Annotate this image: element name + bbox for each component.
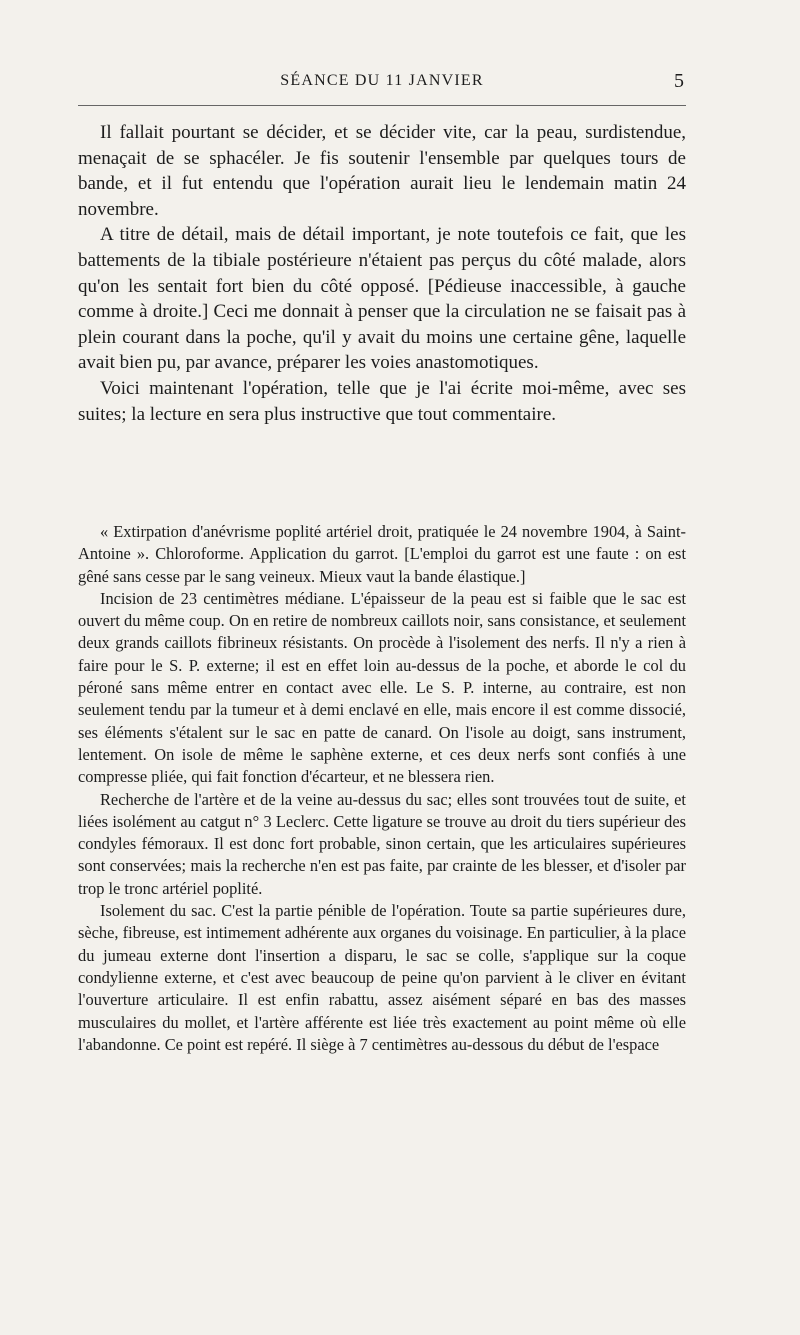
page-number: 5 [674,70,684,92]
paragraph: Il fallait pourtant se décider, et se décider vite, car la peau, surdistendue, menaçait de se sphacéler. Je fis soutenir l'ensemble par quelques tours de bande, et il fut entendu que l'opération aurait lieu le lendemain matin 24 novembre. [78,122,686,220]
quote-paragraph: Isolement du sac. C'est la partie pénible de l'opération. Toute sa partie supérieures dure, sèche, fibreuse, est intimement adhérente aux organes du voisinage. En particulier, à la place du jumeau externe dont l'insertion a disparu, le sac se colle, s'applique sur la coque condylienne externe, et c'est avec beaucoup de peine qu'on parvient à le cliver en évitant l'ouverture articulaire. Il est enfin rabattu, assez aisément séparé en bas des masses musculaires du mollet, et l'artère afférente est liée très exactement au point même où elle l'abandonne. Ce point est repéré. Il siège à 7 centimètres au-dessous du début de l'espace [78,901,686,1054]
paragraph: Voici maintenant l'opération, telle que je l'ai écrite moi-même, avec ses suites; la lecture en sera plus instructive que tout commentaire. [78,377,686,425]
quoted-operation-report [78,521,686,1056]
quote-paragraph: « Extirpation d'anévrisme poplité artériel droit, pratiquée le 24 novembre 1904, à Saint-Antoine ». Chloroforme. Application du garrot. [L'emploi du garrot est une faute : on est gêné sans cesse par le sang veineux. Mieux vaut la bande élastique.] [78,522,686,586]
quote-paragraph: Incision de 23 centimètres médiane. L'épaisseur de la peau est si faible que le sac est ouvert du même coup. On en retire de nombreux caillots noir, sans consistance, et seulement deux grands caillots fibrineux résistants. On procède à l'isolement des nerfs. Il n'y a rien à faire pour le S. P. externe; il est en effet loin au-dessus de la poche, et aborde le col du péroné sans même entrer en contact avec elle. Le S. P. interne, au contraire, est non seulement tendu par la tumeur et à demi enclavé en elle, mais encore il est comme dissocié, ses éléments s'étalent sur le sac en patte de canard. On l'isole au doigt, sans instrument, lentement. On isole de même le saphène externe, et ces deux nerfs sont confiés à une compresse pliée, qui fait fonction d'écarteur, et ne blessera rien. [78,588,686,787]
paragraph: A titre de détail, mais de détail important, je note toutefois ce fait, que les battements de la tibiale postérieure n'étaient pas perçus du côté malade, alors qu'on les sentait fort bien du côté opposé. [Pédieuse inaccessible, à gauche comme à droite.] Ceci me donnait à penser que la circulation ne se faisait pas à plein courant dans la poche, qu'il y avait du moins une certaine gêne, laquelle avait bien pu, par avance, préparer les voies anastomotiques. [78,224,686,374]
quote-paragraph: Recherche de l'artère et de la veine au-dessus du sac; elles sont trouvées tout de suite, et liées isolément au catgut n° 3 Leclerc. Cette ligature se trouve au droit du tiers supérieur des condyles fémoraux. Il est donc fort probable, sinon certain, que les articulaires supérieures sont conservées; mais la recherche n'en est pas faite, par crainte de les blesser, et d'isoler par trop le tronc artériel poplité. [78,789,686,898]
running-title: SÉANCE DU 11 JANVIER [280,72,484,89]
main-text [78,120,686,427]
header-rule [78,105,686,106]
running-header [78,72,686,98]
